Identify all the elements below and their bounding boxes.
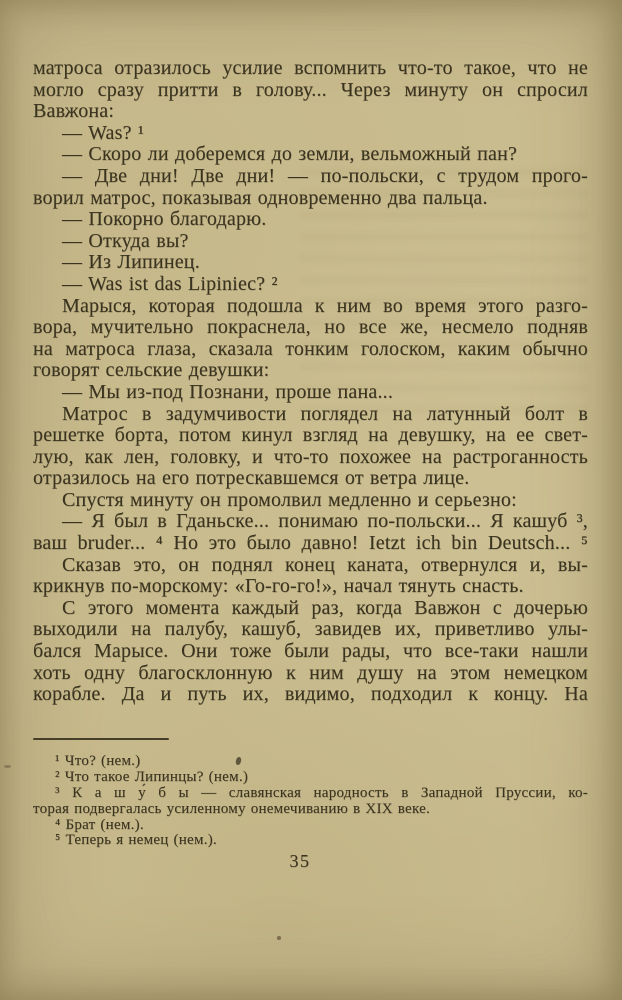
text-line: — Две дни! Две дни! — по-польски, с трудом прого- [62,164,588,187]
footnote-line: ³ К а ш у́ б ы — славянская народность в Западной Пруссии, ко- [55,784,588,801]
text-line: С этого момента каждый раз, когда Вавжон с дочерью [62,596,588,619]
footnote-line: ¹ Что? (нем.) [55,753,141,769]
ink-speck [4,765,11,768]
text-line: бался Марысе. Они тоже были рады, что все-таки нашли [33,640,588,663]
text-line: выходили на палубу, кашуб, завидев их, приветливо улы- [33,618,588,641]
text-line: — Was ist das Lipiniec? ² [62,272,278,295]
footnote-line: ⁴ Брат (нем.). [55,816,144,833]
text-line: на матроса глаза, сказала тонким голоском, каким обычно [33,337,588,360]
text-line: могло сразу притти в голову... Через минуту он спросил [33,78,588,101]
text-line: крикнув по-морскому: «Го-го-го!», начал тянуть снасть. [33,575,524,598]
text-line: ворил матрос, показывая одновременно два пальца. [33,186,488,209]
text-line: — Покорно благодарю. [62,208,267,231]
text-line: — Was? ¹ [62,121,145,144]
text-line: Сказав это, он поднял конец каната, отвернулся и, вы- [62,553,588,576]
footnote-line: ² Что такое Липинцы? (нем.) [55,768,249,785]
footnote-separator [33,738,169,740]
text-line: корабле. Да и путь их, видимо, подходил к концу. На [33,683,588,706]
text-line: — Мы из-под Познани, проше пана... [62,380,394,403]
text-line: хоть одну благосклонную к ним душу на этом немецком [33,661,588,684]
page-number: 35 [289,851,311,871]
text-line: решетке борта, потом кинул взгляд на девушку, на ее свет- [33,424,588,447]
text-line: вора, мучительно покраснела, но все же, несмело подняв [33,316,588,339]
ink-speck [277,936,281,940]
footnote-line: торая подвергалась усиленному онемечиванию в XIX веке. [33,800,431,817]
text-line: говорят сельские девушки: [33,359,270,382]
text-line: отразилось на его потрескавшемся от ветра лице. [33,467,470,490]
text-line: Спустя минуту он промолвил медленно и серьезно: [62,488,517,511]
text-line: ваш bruder... ⁴ Но это было давно! Ietzt ich bin Deutsch... ⁵ [33,532,588,555]
text-line: — Откуда вы? [62,229,189,252]
footnote-line: ⁵ Теперь я немец (нем.). [55,832,217,849]
text-line: лую, как лен, головку, и что-то похожее на растроганность [33,445,588,468]
text-line: — Из Липинец. [62,251,200,274]
text-line: матроса отразилось усилие вспомнить что-то такое, что не [33,57,588,79]
text-line: — Скоро ли доберемся до земли, вельможный пан? [62,143,518,166]
footnotes-block [33,754,588,849]
text-line: — Я был в Гданьске... понимаю по-польски... Я кашуб ³, [62,510,588,533]
page-body-text [33,58,588,706]
text-line: Марыся, которая подошла к ним во время этого разго- [62,294,588,317]
text-line: Вавжона: [33,100,115,123]
text-line: Матрос в задумчивости поглядел на латунный болт в [62,402,588,425]
